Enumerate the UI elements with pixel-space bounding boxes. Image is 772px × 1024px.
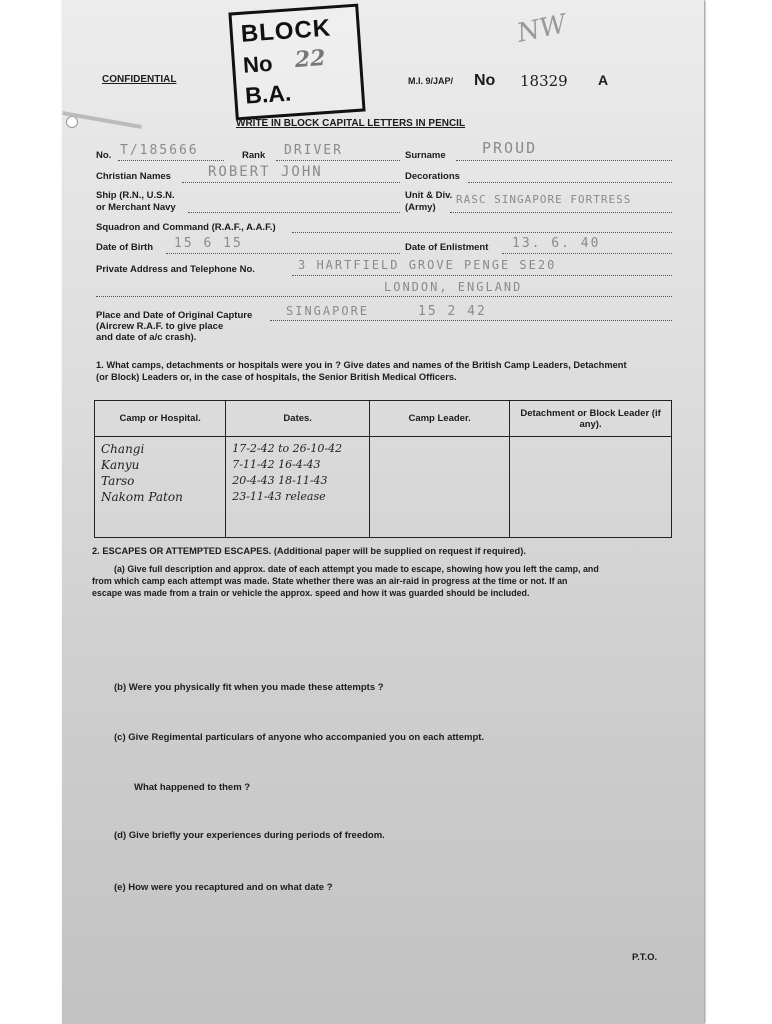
christian-line bbox=[182, 182, 400, 183]
camp-dates: 17-2-42 to 26-10-42 bbox=[232, 442, 343, 455]
capture-label-2: (Aircrew R.A.F. to give place bbox=[96, 321, 224, 332]
ship-label-1: Ship (R.N., U.S.N. bbox=[96, 190, 175, 201]
capture-date: 15 2 42 bbox=[418, 304, 487, 319]
capture-place: SINGAPORE bbox=[286, 304, 370, 318]
dates-cell bbox=[226, 437, 370, 538]
no-line bbox=[118, 160, 224, 161]
unit-label-1: Unit & Div. bbox=[405, 190, 453, 201]
camp-leader-cell bbox=[370, 437, 510, 538]
christian-value: ROBERT JOHN bbox=[208, 164, 323, 180]
unit-value: RASC SINGAPORE FORTRESS bbox=[456, 193, 632, 206]
stamp-ba: B.A. bbox=[244, 79, 293, 109]
enlistment-label: Date of Enlistment bbox=[405, 242, 489, 253]
corner-note: NW bbox=[514, 9, 570, 49]
capture-label-3: and date of a/c crash). bbox=[96, 332, 197, 343]
christian-label: Christian Names bbox=[96, 171, 171, 182]
ship-label-2: or Merchant Navy bbox=[96, 202, 176, 213]
q2a-text-2: from which camp each attempt was made. State whether there was an air-raid in progress at the time or not. If an bbox=[92, 576, 568, 586]
camp-dates: 20-4-43 18-11-43 bbox=[232, 474, 328, 487]
no-value: T/185666 bbox=[120, 143, 199, 158]
camp-dates: 7-11-42 16-4-43 bbox=[232, 458, 321, 471]
unit-label-2: (Army) bbox=[405, 202, 436, 213]
dob-value: 15 6 15 bbox=[174, 236, 243, 251]
enlistment-line bbox=[502, 253, 672, 254]
address-label: Private Address and Telephone No. bbox=[96, 264, 255, 275]
decorations-line bbox=[468, 182, 672, 183]
camp-cell bbox=[95, 437, 226, 538]
number-label: No bbox=[474, 72, 496, 89]
rank-value: DRIVER bbox=[284, 143, 343, 158]
header-detachment: Detachment or Block Leader (if any). bbox=[510, 401, 672, 437]
camp-name: Kanyu bbox=[101, 458, 140, 472]
stamp-number: 22 bbox=[293, 45, 327, 74]
header-dates: Dates. bbox=[226, 401, 370, 437]
header-camp: Camp or Hospital. bbox=[95, 401, 226, 437]
rank-label: Rank bbox=[242, 150, 266, 161]
camps-table bbox=[94, 400, 672, 538]
surname-value: PROUD bbox=[482, 139, 538, 157]
camp-dates: 23-11-43 release bbox=[232, 490, 326, 503]
punch-hole bbox=[66, 116, 78, 128]
q2d-text: (d) Give briefly your experiences during periods of freedom. bbox=[114, 830, 385, 841]
form-page bbox=[62, 0, 704, 1024]
capture-line bbox=[270, 320, 672, 321]
stamp-block: BLOCK bbox=[239, 14, 332, 48]
q2c-text: (c) Give Regimental particulars of anyone who accompanied you on each attempt. bbox=[114, 732, 485, 743]
q2c-followup: What happened to them ? bbox=[134, 782, 251, 793]
no-label: No. bbox=[96, 150, 112, 161]
dob-label: Date of Birth bbox=[96, 242, 153, 253]
q2a-text-3: escape was made from a train or vehicle the approx. speed and how it was guarded should be included. bbox=[92, 588, 530, 598]
ref-code: M.I. 9/JAP/ bbox=[408, 76, 454, 86]
squadron-line bbox=[292, 232, 672, 233]
dob-line bbox=[166, 253, 400, 254]
address-line-1: 3 HARTFIELD GROVE PENGE SE20 bbox=[298, 258, 557, 272]
q1-text-1: 1. What camps, detachments or hospitals were you in ? Give dates and names of the British Camp Leaders, Detachment bbox=[96, 360, 627, 370]
surname-line bbox=[456, 160, 672, 161]
decorations-label: Decorations bbox=[405, 171, 460, 182]
address-line-2: LONDON, ENGLAND bbox=[384, 280, 523, 294]
q2-heading: 2. ESCAPES OR ATTEMPTED ESCAPES. (Additional paper will be supplied on request if required). bbox=[92, 546, 526, 556]
surname-label: Surname bbox=[405, 150, 446, 161]
q2a-text-1: (a) Give full description and approx. date of each attempt you made to escape, showing how you left the camp, and bbox=[114, 564, 599, 574]
form-suffix: A bbox=[598, 72, 609, 88]
header-camp-leader: Camp Leader. bbox=[370, 401, 510, 437]
address-dotted-1 bbox=[292, 275, 672, 276]
detachment-cell bbox=[510, 437, 672, 538]
q1-text-2: (or Block) Leaders or, in the case of hospitals, the Senior British Medical Officers. bbox=[96, 372, 457, 382]
capture-label-1: Place and Date of Original Capture bbox=[96, 310, 253, 321]
camp-name: Tarso bbox=[101, 474, 135, 488]
enlistment-value: 13. 6. 40 bbox=[512, 236, 601, 251]
q2e-text: (e) How were you recaptured and on what date ? bbox=[114, 882, 333, 893]
camp-name: Changi bbox=[101, 442, 145, 456]
form-number: 18329 bbox=[520, 72, 568, 90]
rank-line bbox=[276, 160, 400, 161]
instruction-heading: WRITE IN BLOCK CAPITAL LETTERS IN PENCIL bbox=[236, 118, 466, 129]
block-stamp bbox=[228, 4, 365, 121]
confidential-label: CONFIDENTIAL bbox=[102, 74, 177, 85]
camp-name: Nakom Paton bbox=[101, 490, 183, 504]
ship-line bbox=[188, 212, 400, 213]
pto-label: P.T.O. bbox=[632, 952, 658, 963]
q2b-text: (b) Were you physically fit when you made these attempts ? bbox=[114, 682, 384, 693]
address-dotted-2 bbox=[96, 296, 672, 297]
stamp-no: No bbox=[242, 50, 274, 78]
squadron-label: Squadron and Command (R.A.F., A.A.F.) bbox=[96, 222, 276, 233]
unit-line bbox=[450, 212, 672, 213]
